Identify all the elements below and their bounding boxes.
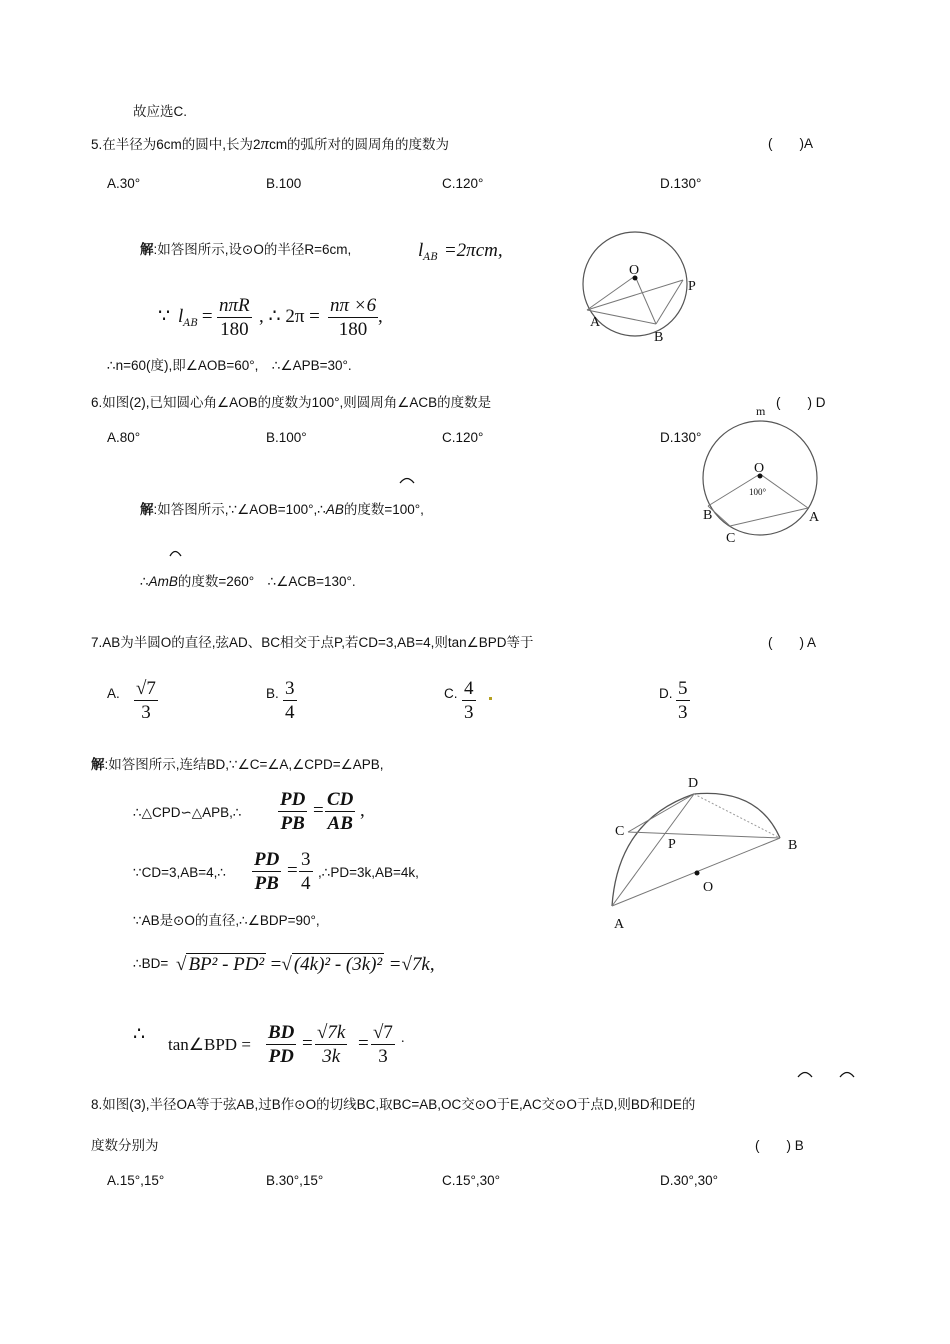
q7-line5-eq: = bbox=[270, 954, 282, 975]
q7-frac-s7-3 bbox=[371, 1022, 395, 1069]
q7-frac-pb-2: PB bbox=[254, 873, 279, 894]
q7-line2-text: ∴△CPD∽△APB,∴ bbox=[133, 805, 242, 820]
q6-label-100: 100° bbox=[749, 487, 767, 497]
q5-frac1-num: nπR bbox=[219, 295, 250, 316]
q7-tan-label: tan∠BPD = bbox=[168, 1035, 251, 1054]
q5-label-o: O bbox=[629, 263, 640, 278]
q6-arc-amb: AmB bbox=[148, 574, 178, 589]
q5-solution-line1 bbox=[140, 241, 351, 259]
q7-option-a-label: A. bbox=[107, 686, 120, 701]
q7-opt-a-num: √7 bbox=[136, 678, 156, 699]
q5-l-sub: AB bbox=[423, 251, 438, 263]
q5-l2-symbol: l bbox=[178, 306, 184, 327]
q8-option-c: C.15°,30° bbox=[442, 1173, 501, 1188]
q7-opt-c-den: 3 bbox=[464, 702, 474, 723]
q6-arc-mark-2 bbox=[168, 548, 188, 558]
q7-label-p: P bbox=[668, 837, 676, 852]
q8-stem: 8.如图(3),半径OA等于弦AB,过B作⊙O的切线BC,取BC=AB,OC交⊙O于E,AC交⊙O于点D,则BD和DE的 bbox=[91, 1097, 696, 1112]
q8-answer-bracket: ( ) B bbox=[755, 1138, 804, 1153]
q6-solution-line2 bbox=[140, 573, 356, 591]
q7-option-c-fraction bbox=[462, 678, 476, 725]
q7-frac-s7: √7 bbox=[373, 1022, 393, 1043]
q6-label-a: A bbox=[809, 510, 820, 525]
q7-option-b-label: B. bbox=[266, 686, 279, 701]
q5-stem-tail: cm的弧所对的圆周角的度数为 bbox=[269, 137, 450, 152]
q6-answer-bracket: ( ) D bbox=[776, 395, 826, 410]
q7-solution-line1 bbox=[91, 756, 384, 774]
q5-l-eq: =2πcm, bbox=[443, 240, 503, 261]
q7-opt-d-den: 3 bbox=[678, 702, 688, 723]
q7-opt-a-den: 3 bbox=[141, 702, 151, 723]
q5-option-a: A.30° bbox=[107, 176, 141, 191]
q6-arc-ab: AB bbox=[325, 502, 344, 517]
q6-figure bbox=[700, 402, 830, 552]
q6-arc-mark-1 bbox=[398, 475, 418, 485]
q7-frac-4: 4 bbox=[301, 873, 311, 894]
q7-sqrt-3: =√7k bbox=[388, 954, 430, 975]
q7-label-b: B bbox=[788, 838, 798, 853]
q6-label-c: C bbox=[726, 531, 736, 546]
q7-figure bbox=[608, 770, 808, 930]
q7-frac-cd: CD bbox=[327, 789, 354, 810]
q5-frac2-num: nπ ×6 bbox=[330, 295, 377, 316]
q5-stem-text: 5.在半径为6cm的圆中,长为2 bbox=[91, 137, 261, 152]
stray-dot bbox=[489, 697, 492, 700]
q7-frac-pd-pb-2 bbox=[252, 849, 281, 896]
q7-opt-b-den: 4 bbox=[285, 702, 295, 723]
q7-option-d-label: D. bbox=[659, 686, 673, 701]
q5-frac1-den: 180 bbox=[220, 319, 249, 340]
q5-solution-text: :如答图所示,设⊙O的半径R=6cm, bbox=[153, 242, 352, 257]
q5-l-formula: $l_{AB}$ = bbox=[178, 306, 213, 329]
q5-answer-bracket: ( )A bbox=[768, 136, 813, 151]
q6-solution-label: 解 bbox=[140, 502, 154, 517]
q5-solution-label: 解 bbox=[140, 242, 154, 257]
q7-option-d-fraction bbox=[676, 678, 690, 725]
q7-line6-period: . bbox=[401, 1031, 405, 1046]
q6-label-b: B bbox=[703, 508, 713, 523]
q7-answer-bracket: ( ) A bbox=[768, 635, 817, 650]
q5-fraction-1 bbox=[217, 295, 252, 342]
q5-fraction-2 bbox=[328, 295, 378, 342]
q8-option-a: A.15°,15° bbox=[107, 1173, 165, 1188]
q5-arc-length bbox=[418, 242, 503, 267]
q5-figure bbox=[580, 226, 700, 346]
q6-label-m: m bbox=[756, 404, 766, 418]
q6-solution-text-a: :如答图所示,∵∠AOB=100°,∴ bbox=[153, 502, 326, 517]
prev-answer: 故应选C. bbox=[133, 104, 187, 119]
q7-eq-4: = bbox=[358, 1033, 369, 1054]
q5-solution-line3: ∴n=60(度),即∠AOB=60°, ∴∠APB=30°. bbox=[107, 358, 352, 373]
q5-label-b: B bbox=[654, 330, 664, 345]
q8-option-b: B.30°,15° bbox=[266, 1173, 324, 1188]
q8-stem-2: 度数分别为 bbox=[91, 1138, 159, 1153]
q7-label-o: O bbox=[703, 880, 714, 895]
q7-frac-cd-ab bbox=[325, 789, 355, 836]
q5-pi-symbol: π bbox=[260, 134, 270, 153]
q7-option-a-fraction bbox=[134, 678, 158, 725]
q5-comma: , bbox=[378, 306, 383, 327]
q7-line5-comma: , bbox=[429, 954, 435, 975]
q7-frac-ab: AB bbox=[327, 813, 353, 834]
q5-l2-sub: AB bbox=[183, 317, 198, 329]
q6-stem: 6.如图(2),已知圆心角∠AOB的度数为100°,则圆周角∠ACB的度数是 bbox=[91, 395, 492, 410]
q5-option-b: B.100 bbox=[266, 176, 302, 191]
q7-frac-bd-pd bbox=[266, 1022, 296, 1069]
q6-option-a: A.80° bbox=[107, 430, 141, 445]
q7-frac-3-4 bbox=[299, 849, 313, 896]
q6-label-o: O bbox=[754, 461, 765, 476]
q7-opt-d-num: 5 bbox=[678, 678, 688, 699]
q8-option-d: D.30°,30° bbox=[660, 1173, 719, 1188]
q7-stem: 7.AB为半圆O的直径,弦AD、BC相交于点P,若CD=3,AB=4,则tan∠BPD等于 bbox=[91, 635, 534, 650]
q7-eq-2: = bbox=[287, 860, 298, 881]
q7-frac-pd: PD bbox=[280, 789, 306, 810]
q7-line3-tail: ,∴PD=3k,AB=4k, bbox=[318, 865, 419, 880]
q6-solution-text-b: 的度数=100°, bbox=[343, 502, 424, 517]
q7-solution-text: :如答图所示,连结BD,∵∠C=∠A,∠CPD=∠APB, bbox=[104, 757, 384, 772]
q7-line5-formula: √ BP² - PD² =√ (4k)² - (3k)² =√7k, bbox=[176, 954, 435, 975]
q7-eq-3: = bbox=[302, 1033, 313, 1054]
q5-because: ∵ bbox=[158, 306, 171, 327]
q7-frac-3: 3 bbox=[301, 849, 311, 870]
q7-option-b-fraction bbox=[283, 678, 297, 725]
q7-sqrt-1: BP² - PD² bbox=[188, 954, 265, 975]
q6-solution-text-c: 的度数=260° ∴∠ACB=130°. bbox=[177, 574, 356, 589]
q7-frac-s7k: √7k bbox=[317, 1022, 346, 1043]
q7-frac-3b: 3 bbox=[378, 1046, 388, 1067]
q7-therefore: ∴ bbox=[133, 1024, 146, 1045]
q5-l-symbol: l bbox=[418, 240, 424, 261]
q7-frac-bd: BD bbox=[268, 1022, 295, 1043]
q7-frac-pd-pb bbox=[278, 789, 307, 836]
q5-option-d: D.130° bbox=[660, 176, 702, 191]
q7-line3-text: ∵CD=3,AB=4,∴ bbox=[133, 865, 226, 880]
q8-arc-marks bbox=[796, 1068, 866, 1080]
q5-therefore-2pi: , ∴ 2π = bbox=[259, 306, 320, 327]
q6-option-b: B.100° bbox=[266, 430, 307, 445]
q7-label-a: A bbox=[614, 917, 625, 932]
q5-frac2-den: 180 bbox=[338, 319, 368, 340]
q7-solution-label: 解 bbox=[91, 757, 105, 772]
q5-option-c: C.120° bbox=[442, 176, 484, 191]
q6-option-d: D.130° bbox=[660, 430, 702, 445]
q7-frac-3k: 3k bbox=[322, 1046, 341, 1067]
q7-frac-pd-3: PD bbox=[268, 1046, 294, 1067]
q7-eq-1: = bbox=[313, 800, 324, 821]
q6-option-c: C.120° bbox=[442, 430, 484, 445]
q7-option-c-label: C. bbox=[444, 686, 458, 701]
q7-opt-c-num: 4 bbox=[464, 678, 474, 699]
q7-line4: ∵AB是⊙O的直径,∴∠BDP=90°, bbox=[133, 913, 320, 928]
q6-solution-line1 bbox=[140, 501, 424, 519]
q7-opt-b-num: 3 bbox=[285, 678, 295, 699]
q7-sqrt-2: (4k)² - (3k)² bbox=[293, 954, 383, 975]
q7-frac-pd-2: PD bbox=[254, 849, 280, 870]
q7-frac-pb: PB bbox=[280, 813, 305, 834]
q7-frac-s7k-3k bbox=[315, 1022, 347, 1069]
q7-line5-label: ∴BD= bbox=[133, 956, 169, 971]
q7-line2-comma: , bbox=[360, 800, 365, 821]
q5-stem bbox=[91, 135, 449, 154]
q5-label-p: P bbox=[688, 279, 696, 294]
q7-label-d: D bbox=[688, 776, 699, 791]
q7-label-c: C bbox=[615, 824, 625, 839]
q5-label-a: A bbox=[590, 315, 601, 330]
q6-therefore: ∴ bbox=[140, 574, 149, 589]
